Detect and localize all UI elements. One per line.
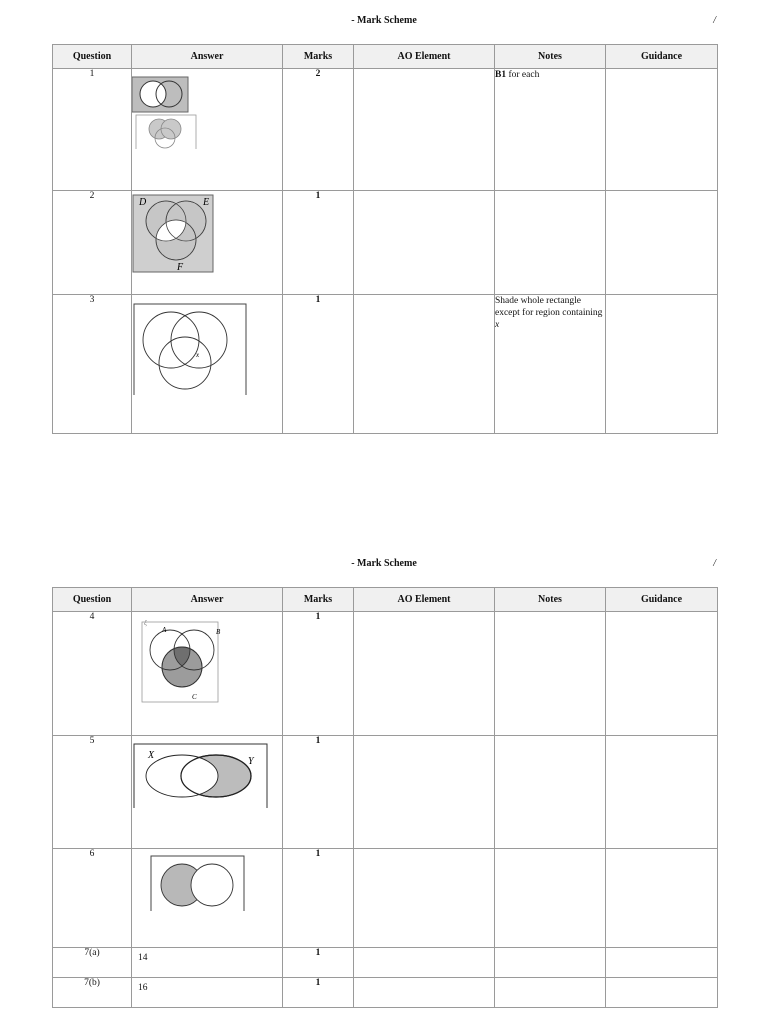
page-title: - Mark Scheme xyxy=(351,558,417,569)
venn-set-a xyxy=(140,81,166,107)
venn-label-x: X xyxy=(148,750,155,761)
table-row xyxy=(53,948,718,978)
page-header xyxy=(0,558,768,574)
question-number: 7(b) xyxy=(53,978,132,1008)
page-title: - Mark Scheme xyxy=(351,15,417,26)
table-row xyxy=(53,849,718,948)
notes-cell xyxy=(495,295,606,434)
table-row xyxy=(53,978,718,1008)
answer-cell xyxy=(132,295,283,434)
page-slash: / xyxy=(713,558,716,569)
page-header xyxy=(0,15,768,31)
answer-cell xyxy=(132,69,283,191)
column-header-answer: Answer xyxy=(132,588,283,612)
answer-cell: 14 xyxy=(132,948,283,978)
ao-element-cell xyxy=(354,191,495,295)
column-header-marks: Marks xyxy=(283,588,354,612)
notes-cell xyxy=(495,69,606,191)
marks-value: 1 xyxy=(283,295,354,434)
answer-cell xyxy=(132,849,283,948)
column-header-marks: Marks xyxy=(283,45,354,69)
column-header-guidance: Guidance xyxy=(606,45,718,69)
venn-diagram-q2 xyxy=(132,191,216,273)
guidance-cell xyxy=(606,849,718,948)
venn-label-universal: ξ xyxy=(144,619,147,627)
marks-value: 1 xyxy=(283,948,354,978)
notes-bold: B1 xyxy=(495,70,507,80)
column-header-notes: Notes xyxy=(495,45,606,69)
venn-set-b xyxy=(161,119,181,139)
notes-cell xyxy=(495,849,606,948)
marks-value: 2 xyxy=(283,69,354,191)
ao-element-cell xyxy=(354,69,495,191)
marks-value: 1 xyxy=(283,612,354,736)
ao-element-cell xyxy=(354,849,495,948)
guidance-cell xyxy=(606,69,718,191)
guidance-cell xyxy=(606,612,718,736)
answer-cell xyxy=(132,191,283,295)
notes-cell xyxy=(495,736,606,849)
notes-cell xyxy=(495,191,606,295)
venn-label-x: x xyxy=(196,351,200,359)
answer-cell: 16 xyxy=(132,978,283,1008)
venn-label-f: F xyxy=(177,262,184,273)
ao-element-cell xyxy=(354,612,495,736)
venn-set-b xyxy=(191,864,233,906)
marks-value: 1 xyxy=(283,736,354,849)
column-header-answer: Answer xyxy=(132,45,283,69)
venn-universal-rect xyxy=(134,304,246,395)
question-number: 2 xyxy=(53,191,132,295)
column-header-ao-element: AO Element xyxy=(354,588,495,612)
table-row xyxy=(53,191,718,295)
venn-diagram-q4 xyxy=(132,612,232,704)
column-header-notes: Notes xyxy=(495,588,606,612)
question-number: 1 xyxy=(53,69,132,191)
answer-cell xyxy=(132,736,283,849)
venn-label-e: E xyxy=(203,197,210,208)
venn-label-a: A xyxy=(162,626,167,634)
ao-element-cell xyxy=(354,978,495,1008)
column-header-question: Question xyxy=(53,45,132,69)
guidance-cell xyxy=(606,295,718,434)
table-header-row xyxy=(53,588,718,612)
column-header-ao-element: AO Element xyxy=(354,45,495,69)
guidance-cell xyxy=(606,948,718,978)
venn-label-y: Y xyxy=(248,756,254,767)
ao-element-cell xyxy=(354,736,495,849)
answer-cell xyxy=(132,612,283,736)
table-row xyxy=(53,69,718,191)
venn-label-c: C xyxy=(192,693,197,701)
notes-variable: x xyxy=(495,320,500,330)
page-slash: / xyxy=(713,15,716,26)
table-row xyxy=(53,295,718,434)
venn-label-b: B xyxy=(216,628,221,636)
notes-cell xyxy=(495,948,606,978)
question-number: 6 xyxy=(53,849,132,948)
guidance-cell xyxy=(606,978,718,1008)
marks-value: 1 xyxy=(283,191,354,295)
marks-value: 1 xyxy=(283,978,354,1008)
question-number: 3 xyxy=(53,295,132,434)
guidance-cell xyxy=(606,736,718,849)
mark-scheme-table xyxy=(52,587,718,1008)
venn-diagram-q5 xyxy=(132,736,272,808)
marks-value: 1 xyxy=(283,849,354,948)
question-number: 4 xyxy=(53,612,132,736)
table-row xyxy=(53,736,718,849)
question-number: 7(a) xyxy=(53,948,132,978)
notes-text: for each xyxy=(506,70,540,80)
question-number: 5 xyxy=(53,736,132,849)
venn-diagram-q1 xyxy=(132,69,202,149)
column-header-guidance: Guidance xyxy=(606,588,718,612)
ao-element-cell xyxy=(354,948,495,978)
notes-text: Shade whole rectangle except for region containing xyxy=(495,296,603,318)
notes-cell xyxy=(495,978,606,1008)
column-header-question: Question xyxy=(53,588,132,612)
table-row xyxy=(53,612,718,736)
venn-diagram-q6 xyxy=(132,849,252,911)
mark-scheme-table xyxy=(52,44,718,434)
guidance-cell xyxy=(606,191,718,295)
table-header-row xyxy=(53,45,718,69)
venn-diagram-q3 xyxy=(132,295,252,395)
venn-label-d: D xyxy=(139,197,147,208)
ao-element-cell xyxy=(354,295,495,434)
notes-cell xyxy=(495,612,606,736)
